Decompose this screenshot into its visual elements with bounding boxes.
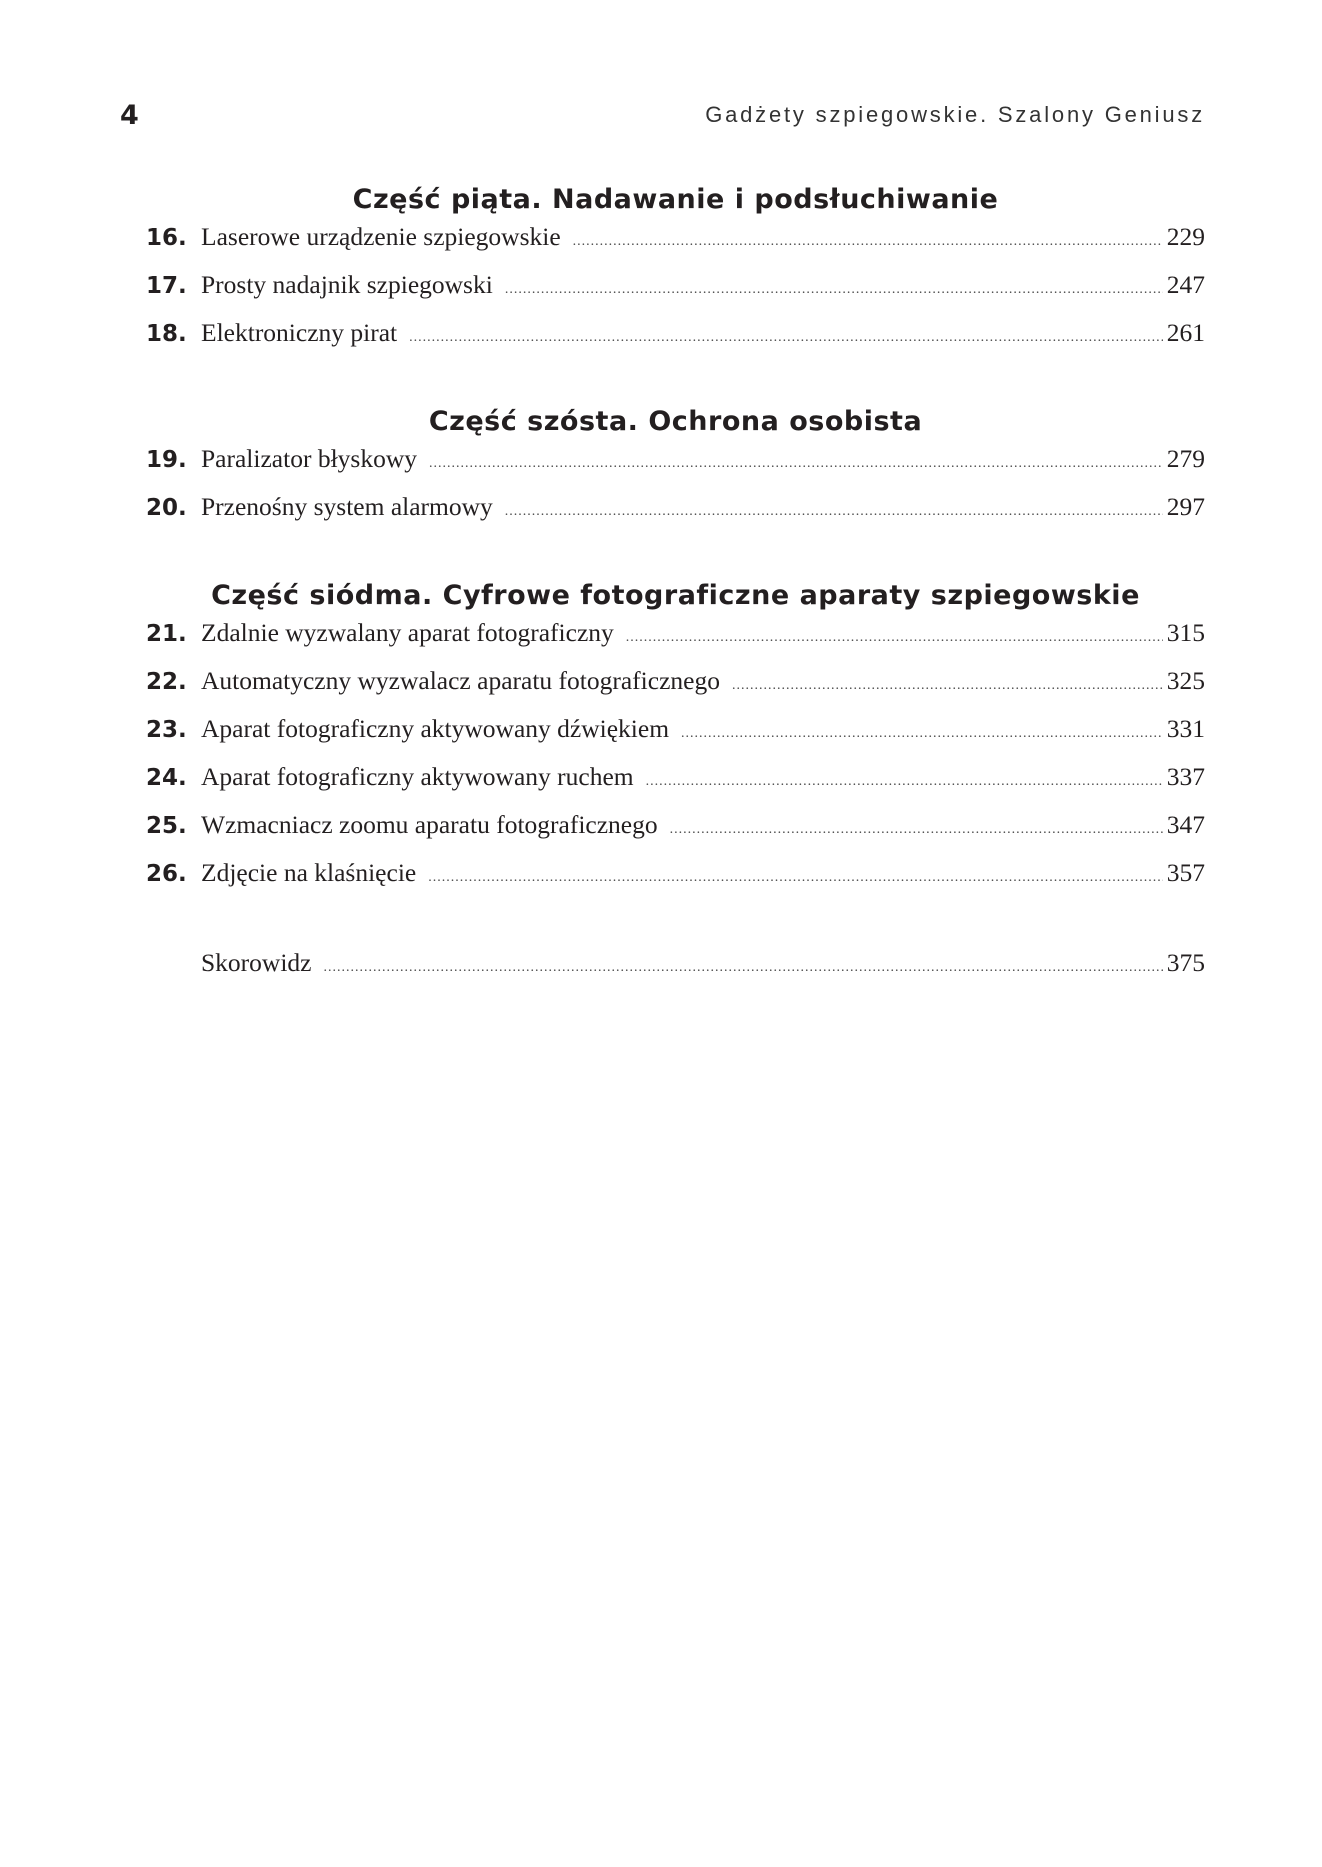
dot-leader xyxy=(732,678,1163,694)
chapter-number: 19. xyxy=(146,447,187,473)
dot-leader xyxy=(681,726,1163,742)
toc-entry[interactable] xyxy=(146,666,1205,714)
chapter-page: 229 xyxy=(1166,222,1205,251)
toc-entry[interactable] xyxy=(146,492,1205,540)
chapter-number: 16. xyxy=(146,225,187,251)
running-title: Gadżety szpiegowskie. Szalony Geniusz xyxy=(705,102,1205,127)
toc-entry[interactable] xyxy=(146,810,1205,858)
chapter-title: Przenośny system alarmowy xyxy=(201,492,493,521)
chapter-title: Laserowe urządzenie szpiegowskie xyxy=(201,222,561,251)
chapter-page: 347 xyxy=(1166,810,1205,839)
spacer xyxy=(146,366,1205,400)
toc-entry[interactable] xyxy=(146,318,1205,366)
spacer xyxy=(146,540,1205,574)
toc-entry-index[interactable] xyxy=(146,948,1205,996)
chapter-title: Automatyczny wyzwalacz aparatu fotograficznego xyxy=(201,666,720,695)
chapter-page: 247 xyxy=(1166,270,1205,299)
toc-entry[interactable] xyxy=(146,618,1205,666)
chapter-title: Aparat fotograficzny aktywowany ruchem xyxy=(201,762,634,791)
chapter-number: 24. xyxy=(146,765,187,791)
index-title: Skorowidz xyxy=(201,948,312,977)
toc-entry[interactable] xyxy=(146,714,1205,762)
dot-leader xyxy=(505,282,1163,298)
page-number: 4 xyxy=(120,100,139,131)
chapter-number: 23. xyxy=(146,717,187,743)
dot-leader xyxy=(505,504,1163,520)
chapter-page: 331 xyxy=(1166,714,1205,743)
chapter-page: 337 xyxy=(1166,762,1205,791)
part-title: Część siódma. Cyfrowe fotograficzne aparaty szpiegowskie xyxy=(211,580,1140,611)
chapter-page: 325 xyxy=(1166,666,1205,695)
toc-entry[interactable] xyxy=(146,444,1205,492)
part-title: Część piąta. Nadawanie i podsłuchiwanie xyxy=(352,184,999,215)
chapter-page: 315 xyxy=(1166,618,1205,647)
chapter-title: Zdalnie wyzwalany aparat fotograficzny xyxy=(201,618,614,647)
dot-leader xyxy=(409,330,1163,346)
chapter-number: 26. xyxy=(146,861,187,887)
page-header xyxy=(120,100,1205,140)
chapter-title: Wzmacniacz zoomu aparatu fotograficznego xyxy=(201,810,658,839)
chapter-number: 25. xyxy=(146,813,187,839)
table-of-contents xyxy=(146,178,1205,996)
chapter-title: Zdjęcie na klaśnięcie xyxy=(201,858,417,887)
chapter-title: Aparat fotograficzny aktywowany dźwiękiem xyxy=(201,714,670,743)
chapter-page: 261 xyxy=(1166,318,1205,347)
toc-entry[interactable] xyxy=(146,270,1205,318)
dot-leader xyxy=(573,234,1163,250)
dot-leader xyxy=(626,630,1163,646)
chapter-title: Paralizator błyskowy xyxy=(201,444,417,473)
dot-leader xyxy=(428,870,1163,886)
toc-entry[interactable] xyxy=(146,858,1205,906)
spacer xyxy=(146,906,1205,948)
dot-leader xyxy=(670,822,1163,838)
part-title: Część szósta. Ochrona osobista xyxy=(428,406,923,437)
toc-entry[interactable] xyxy=(146,762,1205,810)
chapter-title: Elektroniczny pirat xyxy=(201,318,398,347)
dot-leader xyxy=(646,774,1163,790)
chapter-title: Prosty nadajnik szpiegowski xyxy=(201,270,493,299)
dot-leader xyxy=(429,456,1163,472)
chapter-page: 297 xyxy=(1166,492,1205,521)
index-page: 375 xyxy=(1166,948,1205,977)
chapter-number: 18. xyxy=(146,321,187,347)
chapter-page: 357 xyxy=(1166,858,1205,887)
toc-entry[interactable] xyxy=(146,222,1205,270)
chapter-page: 279 xyxy=(1166,444,1205,473)
dot-leader xyxy=(324,960,1163,976)
chapter-number: 22. xyxy=(146,669,187,695)
chapter-number: 17. xyxy=(146,273,187,299)
chapter-number: 21. xyxy=(146,621,187,647)
chapter-number: 20. xyxy=(146,495,187,521)
